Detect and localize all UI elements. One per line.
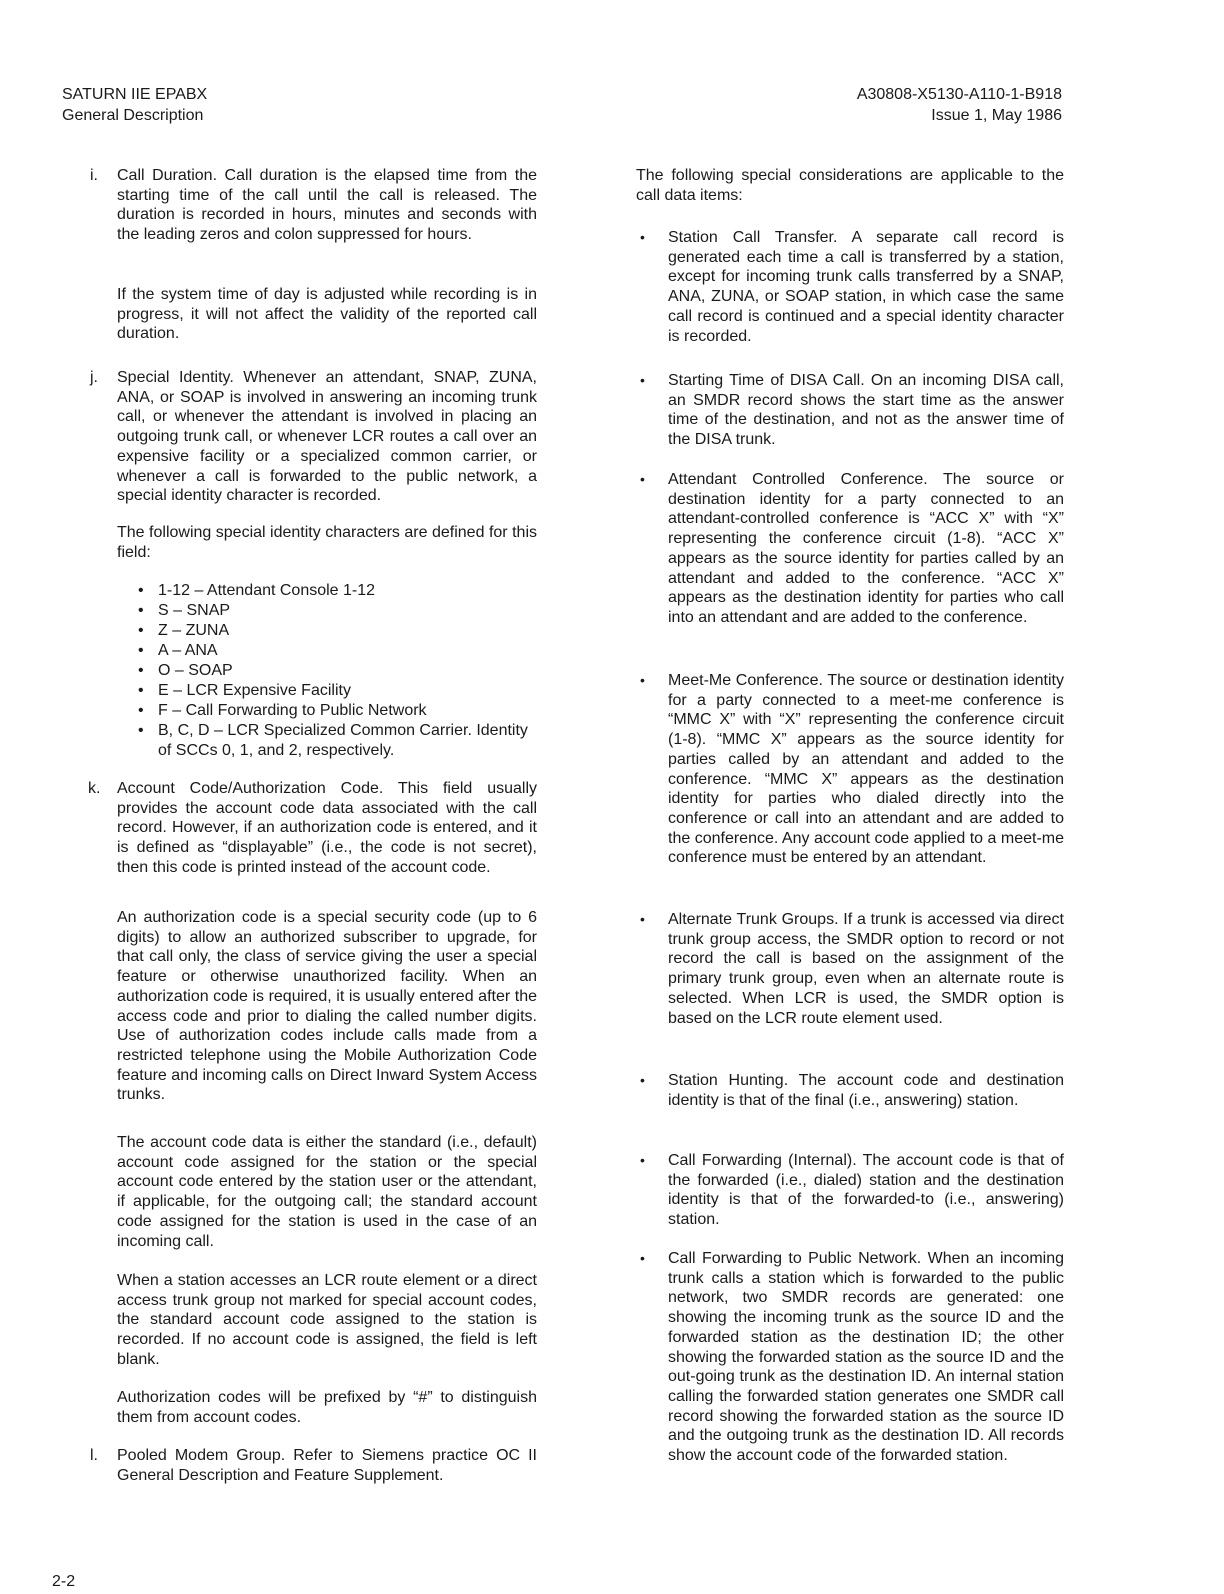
list-item: • S – SNAP	[138, 602, 231, 619]
account-code-data-paragraph: The account code data is either the standard (i.e., default) account code assigned for the station or the special account code entered by the station user or the attendant, if applicable, for the outgoing call; the standard account code assigned for the station is used in the case of an incoming call.	[117, 1134, 537, 1250]
special-considerations-intro: The following special considerations are applicable to the call data items:	[636, 167, 1064, 204]
list-item: • A – ANA	[138, 642, 218, 659]
bullet-icon: •	[640, 672, 645, 688]
account-code-paragraph: Account Code/Authorization Code. This field usually provides the account code data associated with the call record. However, if an authorization code is entered, and it is defined as “displayable” (i.e., the code is not secret), then this code is printed instead of the account code.	[117, 780, 537, 876]
bullet-icon: •	[640, 1072, 645, 1088]
lcr-route-paragraph: When a station accesses an LCR route element or a direct access trunk group not marked for special account codes, the standard account code assigned to the station is recorded. If no account code is assigned, the field is left blank.	[117, 1272, 537, 1368]
document-subtitle: General Description	[62, 107, 204, 124]
call-duration-note: If the system time of day is adjusted while recording is in progress, it will not affect the validity of the reported call duration.	[117, 286, 537, 343]
bullet-icon: •	[640, 911, 645, 927]
bullet-icon: •	[640, 372, 645, 388]
list-item: • O – SOAP	[138, 662, 233, 679]
item-label-k: k.	[88, 780, 101, 797]
page-number: 2-2	[52, 1573, 76, 1590]
issue-date: Issue 1, May 1986	[931, 107, 1062, 124]
bullet-icon: •	[640, 1250, 645, 1266]
pooled-modem-paragraph: Pooled Modem Group. Refer to Siemens practice OC II General Description and Feature Supplement.	[117, 1447, 537, 1484]
special-identity-list	[138, 581, 538, 761]
authorization-prefix-paragraph: Authorization codes will be prefixed by “#” to distinguish them from account codes.	[117, 1389, 537, 1426]
list-item: • F – Call Forwarding to Public Network	[138, 702, 427, 719]
document-header-right	[857, 84, 1062, 126]
list-item: • Z – ZUNA	[138, 622, 230, 639]
item-label-i: i.	[90, 167, 98, 184]
bullet-icon: •	[640, 471, 645, 487]
list-item: • 1-12 – Attendant Console 1-12	[138, 582, 376, 599]
document-header-left	[62, 84, 207, 126]
item-label-j: j.	[90, 369, 98, 386]
special-identity-paragraph: Special Identity. Whenever an attendant, SNAP, ZUNA, ANA, or SOAP is involved in answering an incoming trunk call, or whenever the attendant is involved in placing an outgoing trunk call, or whenever LCR routes a call over an expensive facility or a specialized common carrier, or whenever a call is forwarded to the public network, a special identity character is recorded.	[117, 369, 537, 505]
bullet-icon: •	[640, 1152, 645, 1168]
call-duration-paragraph: Call Duration. Call duration is the elapsed time from the starting time of the call until the call is released. The duration is recorded in hours, minutes and seconds with the leading zeros and colon suppressed for hours.	[117, 167, 537, 244]
station-call-transfer-item: Station Call Transfer. A separate call record is generated each time a call is transferred by a station, except for incoming trunk calls transferred by a SNAP, ANA, ZUNA, or SOAP station, in which case the same call record is continued and a special identity character is recorded.	[668, 229, 1064, 345]
special-identity-intro: The following special identity characters are defined for this field:	[117, 524, 537, 561]
call-forwarding-internal-item: Call Forwarding (Internal). The account code is that of the forwarded (i.e., dialed) station and the destination identity is that of the forwarded-to (i.e., answering) station.	[668, 1152, 1064, 1229]
list-item: • E – LCR Expensive Facility	[138, 682, 351, 699]
item-label-l: l.	[90, 1447, 98, 1464]
alternate-trunk-groups-item: Alternate Trunk Groups. If a trunk is accessed via direct trunk group access, the SMDR option to record or not record the call is based on the assignment of the primary trunk group, even when an alternate route is selected. When LCR is used, the SMDR option is based on the LCR route element used.	[668, 911, 1064, 1027]
authorization-code-paragraph: An authorization code is a special security code (up to 6 digits) to allow an authorized subscriber to upgrade, for that call only, the class of service giving the user a special feature or otherwise unauthorized facility. When an authorization code is required, it is usually entered after the access code and prior to dialing the called number digits. Use of authorization codes include calls made from a restricted telephone using the Mobile Authorization Code feature and incoming calls on Direct Inward System Access trunks.	[117, 909, 537, 1104]
attendant-conference-item: Attendant Controlled Conference. The source or destination identity for a party connected to an attendant-controlled conference is “ACC X” with “X” representing the conference circuit (1-8). “ACC X” appears as the source identity for parties called by an attendant and added to the conference. “ACC X” appears as the destination identity for parties who call into an attendant and are added to the conference.	[668, 471, 1064, 626]
document-number: A30808-X5130-A110-1-B918	[856, 86, 1062, 103]
list-item: • B, C, D – LCR Specialized Common Carrier. Identity of SCCs 0, 1, and 2, respectively.	[138, 722, 528, 759]
meet-me-conference-item: Meet-Me Conference. The source or destination identity for a party connected to a meet-me conference is “MMC X” with “X” representing the conference circuit (1-8). “MMC X” appears as the source identity for parties called by an attendant and added to the conference. “MMC X” appears as the destination identity for parties who dialed directly into the conference or call into an attendant and are added to the conference. Any account code applied to a meet-me conference must be entered by an attendant.	[668, 672, 1064, 867]
call-forwarding-public-item: Call Forwarding to Public Network. When an incoming trunk calls a station which is forwarded to the public network, two SMDR records are generated: one showing the incoming trunk as the source ID and the forwarded station as the destination ID; the other showing the forwarded station as the source ID and the out-going trunk as the destination ID. An internal station calling the forwarded station generates one SMDR call record showing the forwarded station as the source ID and the outgoing trunk as the destination ID. All records show the account code of the forwarded station.	[668, 1250, 1064, 1465]
bullet-icon: •	[640, 229, 645, 245]
disa-start-time-item: Starting Time of DISA Call. On an incoming DISA call, an SMDR record shows the start time as the answer time of the destination, and not as the answer time of the DISA trunk.	[668, 372, 1064, 449]
product-name: SATURN IIE EPABX	[62, 86, 208, 103]
station-hunting-item: Station Hunting. The account code and destination identity is that of the final (i.e., answering) station.	[668, 1072, 1064, 1109]
